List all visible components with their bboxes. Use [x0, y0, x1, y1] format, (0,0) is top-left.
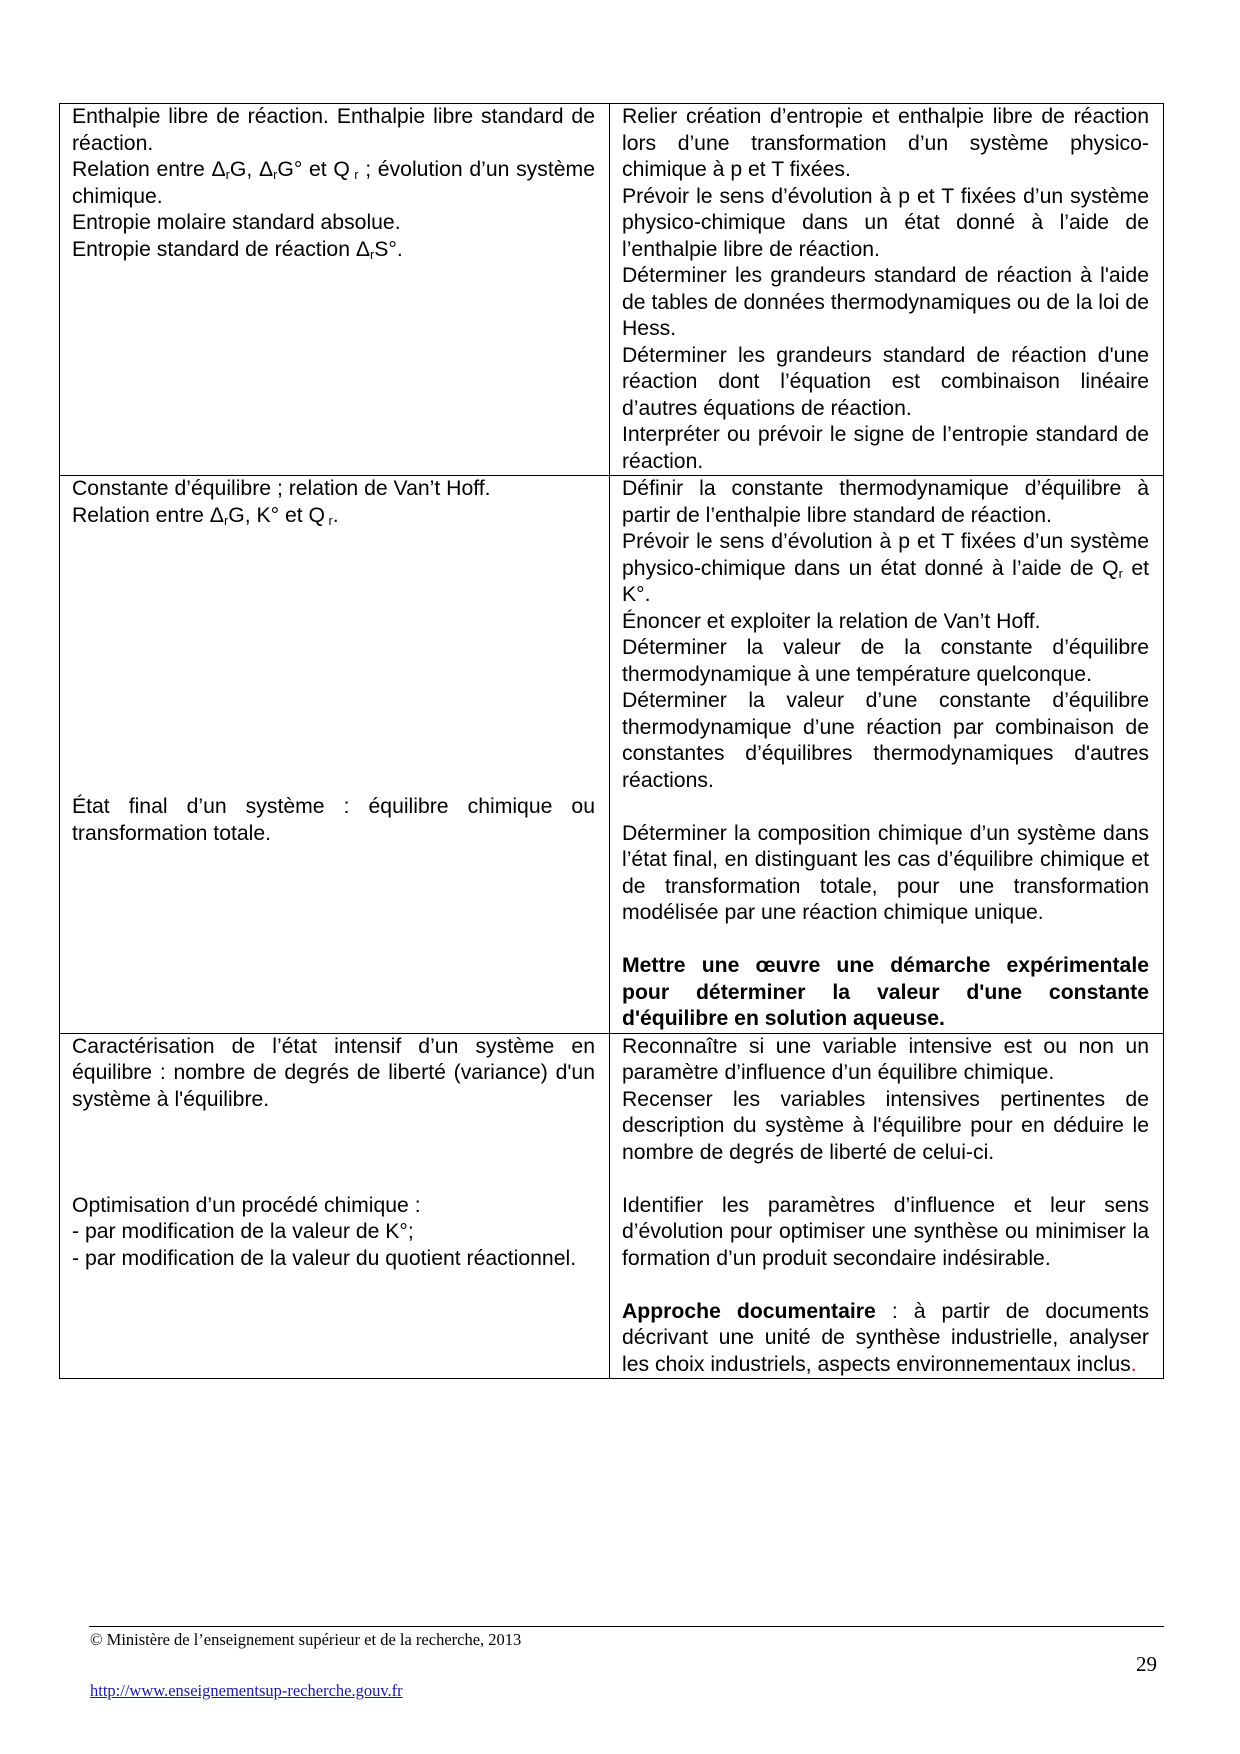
cell-paragraph: Caractérisation de l’état intensif d’un système en équilibre : nombre de degrés de liberté (variance) d'un système à l'équilibre. — [72, 1034, 595, 1111]
cell-paragraph: Reconnaître si une variable intensive est ou non un paramètre d’influence d’un équilibre chimique. — [622, 1034, 1149, 1084]
footer-divider — [89, 1626, 1164, 1627]
cell-paragraph: Relation entre $\Delta_rG$, K° et Q $_r$. — [72, 503, 339, 528]
cell-paragraph: - par modification de la valeur du quotient réactionnel. — [72, 1246, 577, 1270]
cell-paragraph: Relier création d’entropie et enthalpie libre de réaction lors d’une transformation d’un système physico-chimique à p et T fixées. — [622, 105, 1149, 181]
footer-url-link[interactable]: http://www.enseignementsup-recherche.gouv.fr — [90, 1681, 403, 1700]
cell-paragraph: État final d’un système : équilibre chimique ou transformation totale. — [72, 795, 595, 845]
cell-paragraph: Constante d’équilibre ; relation de Van’t Hoff. — [72, 477, 491, 500]
table-row — [60, 1033, 1164, 1379]
cell-paragraph: Identifier les paramètres d’influence et leur sens d’évolution pour optimiser une synthèse ou minimiser la formation d’un produit secondaire indésirable. — [622, 1193, 1149, 1270]
notions-cell — [60, 476, 610, 1034]
cell-paragraph: Entropie molaire standard absolue. — [72, 211, 401, 234]
notions-cell — [60, 104, 610, 476]
capacities-cell — [610, 104, 1164, 476]
cell-paragraph: Enthalpie libre de réaction. Enthalpie libre standard de réaction. — [72, 105, 595, 155]
cell-paragraph: Entropie standard de réaction $\Delta_rS^\circ$. — [72, 237, 403, 262]
capacities-cell — [610, 1033, 1164, 1379]
cell-paragraph: Interpréter ou prévoir le signe de l’entropie standard de réaction. — [622, 423, 1149, 473]
cell-paragraph: Prévoir le sens d’évolution à p et T fixées d’un système physico-chimique dans un état donné à l’aide de $Q_r$ et K°. — [622, 530, 1149, 606]
cell-paragraph: Déterminer la composition chimique d’un système dans l’état final, en distinguant les cas d’équilibre chimique et de transformation totale, pour une transformation modélisée par une réaction chimique unique. — [622, 821, 1149, 924]
capacities-cell — [610, 476, 1164, 1034]
notions-cell — [60, 1033, 610, 1379]
footer-copyright: © Ministère de l’enseignement supérieur et de la recherche, 2013 — [90, 1630, 522, 1649]
cell-paragraph: Déterminer les grandeurs standard de réaction d'une réaction dont l’équation est combinaison linéaire d’autres équations de réaction. — [622, 343, 1149, 420]
cell-paragraph: Prévoir le sens d’évolution à p et T fixées d’un système physico-chimique dans un état donné à l’aide de l’enthalpie libre de réaction. — [622, 184, 1149, 261]
cell-paragraph: Relation entre $\Delta_rG$, $\Delta_rG^\circ$ et Q $_r$ ; évolution d’un système chimique. — [72, 158, 595, 208]
cell-paragraph: Approche documentaire : à partir de documents décrivant une unité de synthèse industrielle, analyser les choix industriels, aspects environnementaux inclus. — [622, 1299, 1149, 1376]
cell-paragraph: Recenser les variables intensives pertinentes de description du système à l'équilibre pour en déduire le nombre de degrés de liberté de celui-ci. — [622, 1087, 1149, 1164]
page-number: 29 — [1136, 1652, 1157, 1676]
cell-paragraph: Énoncer et exploiter la relation de Van’t Hoff. — [622, 609, 1041, 633]
table-row — [60, 104, 1164, 476]
cell-paragraph: Optimisation d’un procédé chimique : — [72, 1193, 421, 1217]
cell-paragraph: - par modification de la valeur de K°; — [72, 1220, 414, 1243]
cell-paragraph: Déterminer la valeur d’une constante d’équilibre thermodynamique d’une réaction par combinaison de constantes d’équilibres thermodynamiques d'autres réactions. — [622, 689, 1149, 792]
cell-paragraph: Définir la constante thermodynamique d’équilibre à partir de l’enthalpie libre standard de réaction. — [622, 477, 1149, 527]
table-row — [60, 476, 1164, 1034]
cell-paragraph: Déterminer la valeur de la constante d’équilibre thermodynamique à une température quelconque. — [622, 636, 1149, 686]
cell-paragraph: Déterminer les grandeurs standard de réaction à l'aide de tables de données thermodynamiques ou de la loi de Hess. — [622, 264, 1149, 340]
program-table — [59, 103, 1164, 1379]
cell-paragraph: Mettre une œuvre une démarche expérimentale pour déterminer la valeur d'une constante d'équilibre en solution aqueuse. — [622, 954, 1149, 1030]
